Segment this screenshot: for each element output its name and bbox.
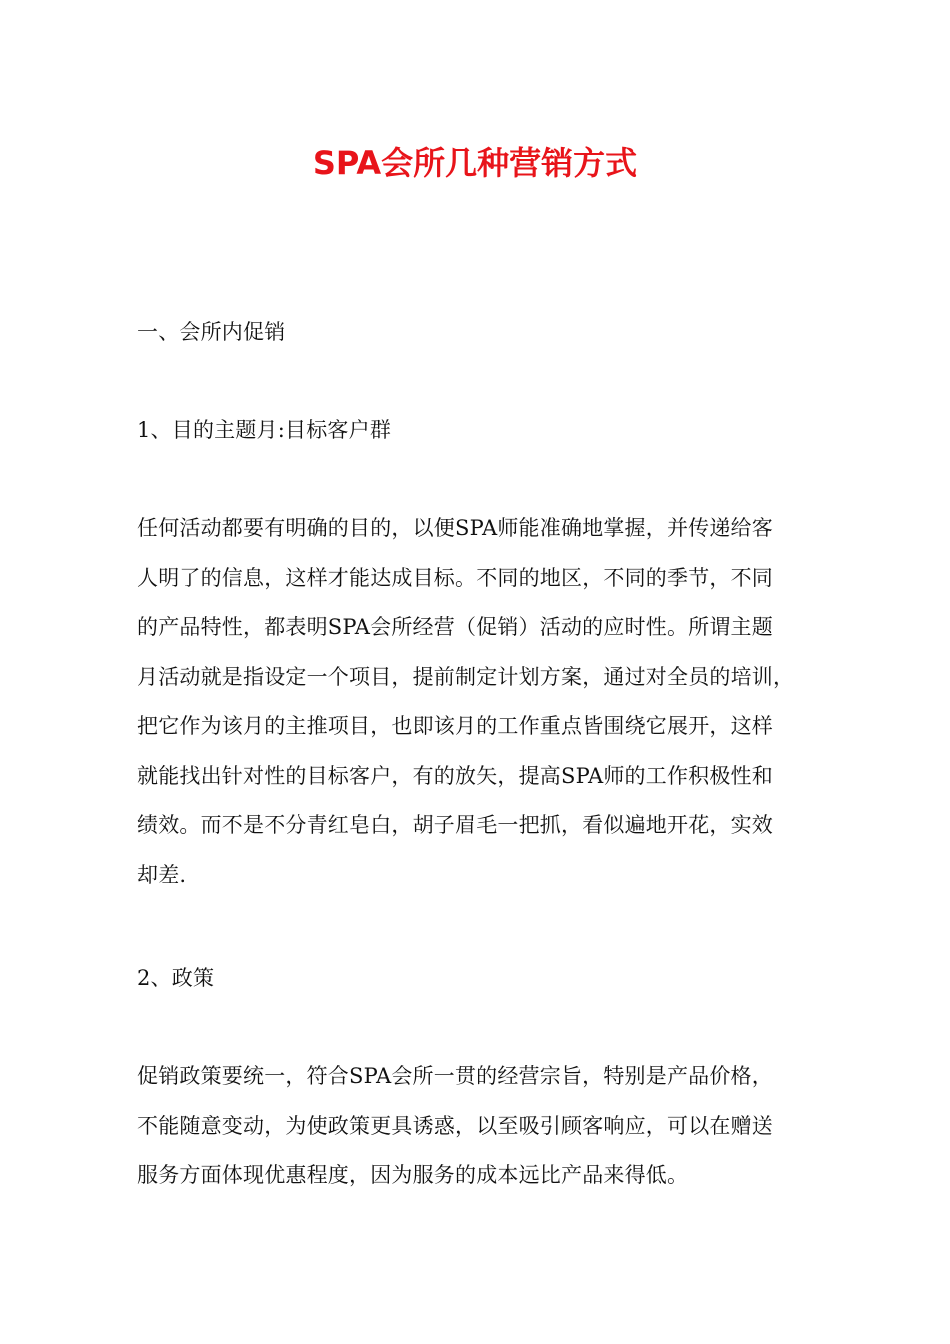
page-title: SPA会所几种营销方式 bbox=[312, 144, 638, 182]
paragraph bbox=[137, 504, 817, 900]
paragraph-line: 绩效。而不是不分青红皂白，胡子眉毛一把抓，看似遍地开花，实效 bbox=[137, 813, 773, 837]
paragraph-line: 的产品特性，都表明SPA会所经营（促销）活动的应时性。所谓主题 bbox=[137, 615, 773, 639]
paragraph-line: 却差. bbox=[137, 862, 187, 887]
section-heading: 一、会所内促销 bbox=[137, 320, 286, 344]
paragraph-line: 人明了的信息，这样才能达成目标。不同的地区，不同的季节，不同 bbox=[137, 565, 773, 590]
subsection-heading: 1、目的主题月:目标客户群 bbox=[137, 418, 392, 442]
paragraph-line: 促销政策要统一，符合SPA会所一贯的经营宗旨，特别是产品价格， bbox=[137, 1064, 773, 1088]
paragraph-line: 把它作为该月的主推项目，也即该月的工作重点皆围绕它展开，这样 bbox=[137, 714, 773, 738]
paragraph-line: 不能随意变动，为使政策更具诱惑，以至吸引顾客响应，可以在赠送 bbox=[137, 1113, 773, 1138]
subsection-heading: 2、政策 bbox=[137, 966, 215, 990]
paragraph-line: 任何活动都要有明确的目的，以便SPA师能准确地掌握，并传递给客 bbox=[137, 516, 773, 540]
paragraph-line: 服务方面体现优惠程度，因为服务的成本远比产品来得低。 bbox=[137, 1163, 689, 1187]
paragraph bbox=[137, 1052, 817, 1201]
paragraph-line: 月活动就是指设定一个项目，提前制定计划方案，通过对全员的培训， bbox=[137, 664, 795, 689]
paragraph-line: 就能找出针对性的目标客户，有的放矢，提高SPA师的工作积极性和 bbox=[137, 763, 773, 788]
